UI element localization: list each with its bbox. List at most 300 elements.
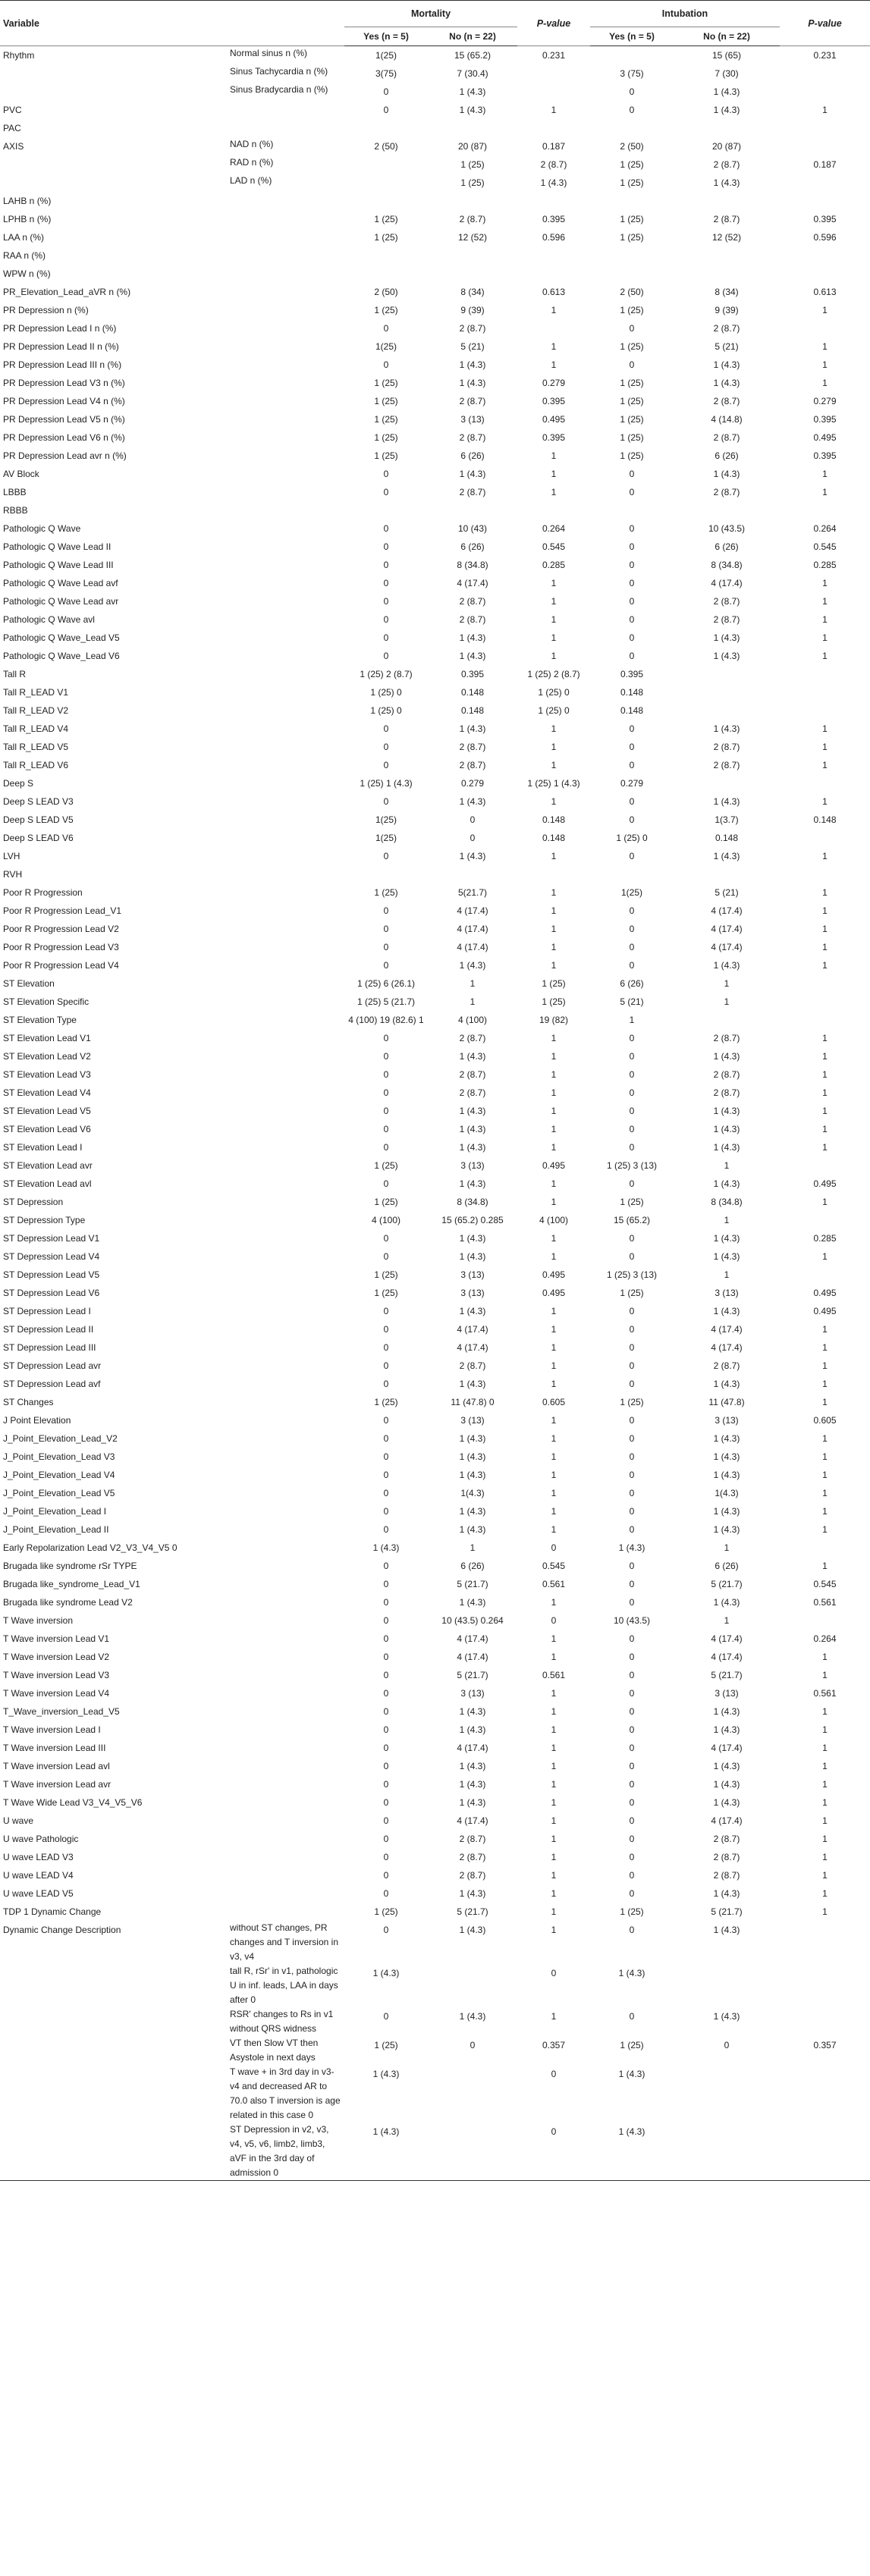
cell-intubation-yes: 0 — [629, 1342, 635, 1353]
table-row — [0, 1047, 870, 1065]
cell-mortality-pvalue: 19 (82) — [539, 1015, 569, 1025]
cell-mortality-yes: 1 (25) — [374, 887, 398, 898]
cell-mortality-pvalue: 2 (8.7) — [540, 159, 567, 170]
cell-intubation-pvalue — [780, 701, 870, 720]
cell-intubation-no: 4 (17.4) — [711, 1633, 743, 1644]
cell-subcategory — [228, 865, 344, 883]
cell-mortality-no: 8 (34.8) — [457, 560, 488, 570]
cell-variable — [0, 2123, 228, 2181]
cell-mortality-no: 1 — [470, 996, 476, 1007]
cell-mortality-yes: 0 — [383, 1724, 389, 1735]
cell-mortality-pvalue: 1 — [551, 1870, 557, 1881]
cell-mortality-yes: 0 — [383, 1433, 389, 1444]
cell-mortality-yes: 0 — [383, 1451, 389, 1462]
cell-intubation-pvalue: 1 — [822, 942, 828, 952]
cell-mortality-pvalue: 1 — [551, 1688, 557, 1699]
cell-intubation-no: 2 (8.7) — [713, 1852, 740, 1862]
cell-intubation-yes: 0 — [629, 1106, 635, 1116]
cell-intubation-pvalue: 1 — [822, 1561, 828, 1571]
cell-mortality-no: 1 (4.3) — [459, 851, 486, 861]
cell-mortality-no: 1 (4.3) — [459, 1706, 486, 1717]
cell-intubation-pvalue — [780, 974, 870, 993]
cell-mortality-no: 1 (4.3) — [459, 469, 486, 479]
cell-mortality-pvalue: 1 (25) — [542, 978, 566, 989]
table-row — [0, 1648, 870, 1666]
cell-intubation-yes: 0 — [629, 523, 635, 534]
cell-mortality-no: 4 (17.4) — [457, 905, 488, 916]
cell-subcategory — [228, 1429, 344, 1448]
cell-intubation-no: 8 (34.8) — [711, 1197, 743, 1207]
cell-intubation-yes — [590, 246, 674, 265]
cell-intubation-pvalue: 1 — [822, 487, 828, 497]
cell-subcategory — [228, 428, 344, 447]
cell-mortality-no: 2 (8.7) — [459, 1852, 486, 1862]
cell-mortality-yes: 0 — [383, 1415, 389, 1426]
cell-intubation-yes: 1 (25) — [620, 396, 644, 406]
cell-mortality-pvalue: 0.545 — [542, 541, 566, 552]
cell-mortality-pvalue: 1 — [551, 305, 557, 315]
cell-mortality-no: 1 (4.3) — [459, 359, 486, 370]
cell-subcategory — [228, 974, 344, 993]
cell-subcategory — [228, 792, 344, 811]
cell-subcategory — [228, 1393, 344, 1411]
cell-intubation-no: 4 (17.4) — [711, 578, 743, 588]
cell-intubation-no: 2 (8.7) — [713, 760, 740, 770]
cell-mortality-no: 2 (8.7) — [459, 596, 486, 607]
cell-mortality-no: 1 (4.3) — [459, 1106, 486, 1116]
table-row — [0, 1921, 870, 1964]
cell-mortality-no: 0 — [470, 2040, 476, 2050]
table-row — [0, 1284, 870, 1302]
cell-variable: PR Depression Lead V4 n (%) — [3, 396, 125, 406]
cell-subcategory: Sinus Bradycardia n (%) — [230, 84, 328, 95]
cell-variable: AXIS — [3, 141, 24, 152]
cell-intubation-yes: 0 — [629, 1779, 635, 1790]
header-mortality-no: No (n = 22) — [428, 27, 517, 46]
cell-intubation-yes: 0 — [629, 942, 635, 952]
cell-subcategory — [228, 1702, 344, 1721]
cell-intubation-pvalue: 0.264 — [813, 1633, 837, 1644]
table-row — [0, 2007, 870, 2036]
table-row — [0, 1557, 870, 1575]
table-row — [0, 865, 870, 883]
cell-subcategory — [228, 501, 344, 519]
cell-mortality-yes: 0 — [383, 596, 389, 607]
cell-variable: T Wave inversion Lead V1 — [3, 1633, 110, 1644]
cell-intubation-pvalue: 1 — [822, 1033, 828, 1043]
cell-mortality-no: 5 (21.7) — [457, 1906, 488, 1917]
cell-intubation-pvalue: 1 — [822, 1051, 828, 1062]
cell-variable: Pathologic Q Wave — [3, 523, 81, 534]
cell-intubation-yes: 0 — [629, 960, 635, 971]
cell-variable — [0, 174, 228, 192]
cell-intubation-pvalue: 1 — [822, 1106, 828, 1116]
table-row — [0, 811, 870, 829]
cell-mortality-yes: 0 — [383, 1615, 389, 1626]
cell-intubation-no: 1 (4.3) — [713, 1451, 740, 1462]
cell-subcategory — [228, 337, 344, 356]
cell-intubation-yes: 0 — [629, 1670, 635, 1680]
cell-intubation-no: 10 (43.5) — [708, 523, 746, 534]
cell-mortality-yes — [344, 501, 428, 519]
cell-variable: ST Depression Lead II — [3, 1324, 94, 1335]
cell-mortality-pvalue: 0.545 — [542, 1561, 566, 1571]
cell-subcategory — [228, 119, 344, 137]
cell-intubation-no: 2 (8.7) — [713, 214, 740, 224]
cell-intubation-no: 1 (4.3) — [713, 1888, 740, 1899]
cell-mortality-yes: 0 — [383, 541, 389, 552]
cell-mortality-no: 1 — [470, 978, 476, 989]
cell-variable — [0, 83, 228, 101]
cell-variable: TDP 1 Dynamic Change — [3, 1906, 102, 1917]
cell-subcategory — [228, 265, 344, 283]
cell-mortality-no: 3 (13) — [460, 1288, 485, 1298]
cell-intubation-yes: 1 — [629, 1015, 635, 1025]
cell-intubation-pvalue — [780, 2123, 870, 2181]
cell-variable: Pathologic Q Wave Lead avr — [3, 596, 119, 607]
cell-intubation-no: 1 (4.3) — [713, 632, 740, 643]
cell-intubation-yes: 0 — [629, 1506, 635, 1517]
cell-mortality-no: 4 (17.4) — [457, 1815, 488, 1826]
cell-intubation-no: 2 (8.7) — [713, 396, 740, 406]
cell-variable: ST Elevation Type — [3, 1015, 77, 1025]
cell-mortality-pvalue: 0.285 — [542, 560, 566, 570]
cell-mortality-yes: 0 — [383, 1233, 389, 1244]
cell-mortality-yes — [344, 246, 428, 265]
cell-intubation-pvalue — [780, 1211, 870, 1229]
table-row — [0, 1229, 870, 1247]
cell-mortality-yes: 1(25) — [375, 814, 397, 825]
cell-intubation-no: 2 (8.7) — [713, 487, 740, 497]
cell-mortality-pvalue: 0.357 — [542, 2040, 566, 2050]
cell-subcategory — [228, 1084, 344, 1102]
cell-intubation-yes: 0 — [629, 1451, 635, 1462]
cell-intubation-pvalue: 1 — [822, 960, 828, 971]
cell-intubation-yes: 0 — [629, 1688, 635, 1699]
cell-intubation-no: 1 (4.3) — [713, 1779, 740, 1790]
cell-mortality-pvalue: 1 — [551, 596, 557, 607]
cell-variable: PAC — [3, 123, 21, 133]
cell-intubation-no: 2 (8.7) — [713, 432, 740, 443]
cell-intubation-no: 4 (17.4) — [711, 942, 743, 952]
table-row — [0, 1193, 870, 1211]
cell-mortality-pvalue: 1 (25) 1 (4.3) — [527, 778, 580, 789]
cell-intubation-pvalue: 0.596 — [813, 232, 837, 243]
cell-intubation-yes: 0 — [629, 1870, 635, 1881]
cell-intubation-no: 1 — [724, 1615, 730, 1626]
cell-intubation-pvalue — [780, 1611, 870, 1630]
table-row — [0, 1757, 870, 1775]
cell-intubation-no: 1 (4.3) — [713, 1433, 740, 1444]
cell-intubation-yes: 0 — [629, 760, 635, 770]
cell-mortality-pvalue: 0.395 — [542, 214, 566, 224]
cell-variable: Tall R_LEAD V4 — [3, 723, 69, 734]
cell-mortality-pvalue: 0.148 — [542, 814, 566, 825]
table-row — [0, 1520, 870, 1539]
cell-intubation-pvalue — [780, 2065, 870, 2123]
cell-intubation-no: 1 (4.3) — [713, 469, 740, 479]
cell-subcategory — [228, 210, 344, 228]
cell-mortality-no: 4 (17.4) — [457, 1324, 488, 1335]
cell-mortality-yes: 4 (100) — [371, 1215, 401, 1225]
cell-mortality-yes: 0 — [383, 1706, 389, 1717]
cell-variable: Pathologic Q Wave avl — [3, 614, 95, 625]
cell-mortality-yes: 0 — [383, 1488, 389, 1498]
cell-intubation-no: 1 — [724, 1269, 730, 1280]
cell-mortality-no: 1(4.3) — [460, 1488, 485, 1498]
cell-intubation-no: 4 (17.4) — [711, 1743, 743, 1753]
table-row — [0, 1466, 870, 1484]
cell-mortality-no: 7 (30.4) — [457, 68, 488, 79]
cell-intubation-no: 5 (21.7) — [711, 1906, 743, 1917]
cell-intubation-yes: 1 (25) 0 — [616, 833, 648, 843]
cell-mortality-yes: 1 (4.3) — [372, 1968, 400, 1978]
cell-subcategory — [228, 1684, 344, 1702]
cell-intubation-pvalue: 1 — [822, 614, 828, 625]
cell-mortality-no: 1 (4.3) — [459, 378, 486, 388]
cell-intubation-pvalue — [780, 1539, 870, 1557]
cell-mortality-pvalue: 0.495 — [542, 414, 566, 425]
cell-subcategory — [228, 410, 344, 428]
cell-mortality-yes: 0 — [383, 359, 389, 370]
cell-mortality-pvalue: 1 — [551, 1324, 557, 1335]
cell-mortality-yes: 0 — [383, 723, 389, 734]
table-row — [0, 501, 870, 519]
cell-mortality-pvalue: 1 — [551, 905, 557, 916]
cell-intubation-pvalue: 1 — [822, 1342, 828, 1353]
cell-intubation-pvalue: 0.279 — [813, 396, 837, 406]
cell-mortality-yes: 0 — [383, 1142, 389, 1153]
cell-intubation-no: 2 (8.7) — [713, 1870, 740, 1881]
cell-subcategory — [228, 1302, 344, 1320]
cell-intubation-no: 5 (21.7) — [711, 1579, 743, 1589]
cell-mortality-no: 4 (17.4) — [457, 1652, 488, 1662]
cell-mortality-no: 1 (4.3) — [459, 1724, 486, 1735]
cell-mortality-pvalue: 0 — [551, 1615, 557, 1626]
cell-intubation-yes: 0 — [629, 1852, 635, 1862]
cell-intubation-yes: 0 — [629, 578, 635, 588]
cell-intubation-pvalue: 0.395 — [813, 214, 837, 224]
cell-variable: Brugada like_syndrome_Lead_V1 — [3, 1579, 140, 1589]
table-row — [0, 101, 870, 119]
cell-intubation-no — [674, 119, 780, 137]
table-row — [0, 938, 870, 956]
table-row — [0, 2036, 870, 2065]
table-row — [0, 246, 870, 265]
cell-subcategory — [228, 1029, 344, 1047]
cell-intubation-pvalue: 1 — [822, 1124, 828, 1134]
cell-intubation-yes: 1 (25) — [620, 378, 644, 388]
cell-intubation-no: 2 (8.7) — [713, 323, 740, 334]
table-row — [0, 1702, 870, 1721]
cell-mortality-yes: 1 (25) 0 — [370, 705, 402, 716]
cell-variable: RVH — [3, 869, 23, 880]
cell-mortality-yes: 0 — [383, 742, 389, 752]
cell-mortality-yes: 1 (25) — [374, 1160, 398, 1171]
cell-mortality-no: 1 (4.3) — [459, 1761, 486, 1771]
cell-mortality-yes: 0 — [383, 1779, 389, 1790]
cell-mortality-pvalue: 0.596 — [542, 232, 566, 243]
cell-subcategory — [228, 1721, 344, 1739]
cell-intubation-yes: 1 (25) — [620, 2040, 644, 2050]
cell-mortality-no: 1 (4.3) — [459, 1506, 486, 1517]
cell-intubation-yes: 1(25) — [620, 887, 642, 898]
cell-subcategory — [228, 738, 344, 756]
cell-mortality-pvalue: 1 — [551, 1925, 557, 1935]
cell-variable: J_Point_Elevation_Lead I — [3, 1506, 107, 1517]
table-row — [0, 1484, 870, 1502]
cell-intubation-pvalue: 0.285 — [813, 1233, 837, 1244]
cell-intubation-yes: 0 — [629, 1524, 635, 1535]
cell-variable: U wave LEAD V4 — [3, 1870, 74, 1881]
cell-intubation-yes — [590, 265, 674, 283]
cell-subcategory — [228, 1193, 344, 1211]
cell-intubation-pvalue: 1 — [822, 378, 828, 388]
cell-intubation-yes: 0 — [629, 596, 635, 607]
cell-subcategory — [228, 1266, 344, 1284]
table-row — [0, 1739, 870, 1757]
cell-subcategory — [228, 1411, 344, 1429]
cell-mortality-no: 4 (17.4) — [457, 924, 488, 934]
cell-mortality-no: 1 (4.3) — [459, 632, 486, 643]
cell-intubation-yes: 0.148 — [620, 687, 644, 698]
cell-mortality-yes: 0 — [383, 760, 389, 770]
cell-subcategory: tall R, rSr' in v1, pathologic U in inf. leads, LAA in days after 0 — [230, 1966, 338, 2005]
table-row — [0, 1575, 870, 1593]
table-row — [0, 483, 870, 501]
cell-mortality-yes: 2 (50) — [374, 287, 398, 297]
cell-intubation-pvalue — [780, 774, 870, 792]
cell-mortality-no — [428, 2065, 517, 2123]
cell-intubation-pvalue: 1 — [822, 359, 828, 370]
cell-mortality-pvalue: 1 — [551, 960, 557, 971]
cell-intubation-yes: 0 — [629, 1033, 635, 1043]
cell-variable: J_Point_Elevation_Lead_V2 — [3, 1433, 118, 1444]
cell-intubation-yes: 1 (4.3) — [618, 1542, 645, 1553]
cell-mortality-no: 0.395 — [460, 669, 485, 679]
cell-mortality-pvalue: 0.561 — [542, 1670, 566, 1680]
cell-mortality-pvalue: 1 — [551, 1470, 557, 1480]
cell-intubation-yes: 2 (50) — [620, 287, 644, 297]
cell-intubation-no: 5 (21) — [715, 341, 739, 352]
cell-intubation-pvalue: 1 — [822, 1743, 828, 1753]
cell-intubation-yes: 0 — [629, 86, 635, 97]
cell-mortality-no: 6 (26) — [460, 541, 485, 552]
cell-intubation-no — [674, 683, 780, 701]
cell-subcategory — [228, 1120, 344, 1138]
cell-intubation-pvalue: 1 — [822, 1251, 828, 1262]
cell-variable: Pathologic Q Wave_Lead V5 — [3, 632, 120, 643]
table-row — [0, 1065, 870, 1084]
cell-intubation-yes: 0 — [629, 1743, 635, 1753]
cell-intubation-pvalue — [780, 137, 870, 155]
cell-mortality-yes: 0 — [383, 1797, 389, 1808]
table-row — [0, 1102, 870, 1120]
cell-mortality-no: 6 (26) — [460, 1561, 485, 1571]
cell-variable: LVH — [3, 851, 20, 861]
cell-mortality-no: 1 — [470, 1542, 476, 1553]
cell-mortality-pvalue — [517, 865, 590, 883]
table-row — [0, 1666, 870, 1684]
cell-mortality-no — [428, 501, 517, 519]
table-row — [0, 993, 870, 1011]
cell-mortality-no: 2 (8.7) — [459, 760, 486, 770]
cell-mortality-pvalue: 1 — [551, 1524, 557, 1535]
cell-mortality-yes: 1 (25) — [374, 214, 398, 224]
cell-mortality-yes: 0 — [383, 614, 389, 625]
cell-mortality-no: 1 (4.3) — [459, 1051, 486, 1062]
cell-mortality-no: 2 (8.7) — [459, 396, 486, 406]
cell-variable: ST Elevation Lead avr — [3, 1160, 93, 1171]
cell-mortality-no: 8 (34) — [460, 287, 485, 297]
cell-intubation-pvalue: 1 — [822, 469, 828, 479]
cell-intubation-yes: 0 — [629, 541, 635, 552]
cell-mortality-pvalue: 1 — [551, 1087, 557, 1098]
cell-intubation-yes: 0 — [629, 651, 635, 661]
table-row — [0, 1812, 870, 1830]
cell-subcategory — [228, 519, 344, 538]
cell-subcategory — [228, 1156, 344, 1175]
cell-mortality-pvalue: 0.231 — [542, 50, 566, 61]
cell-mortality-yes: 1(25) — [375, 341, 397, 352]
cell-mortality-pvalue: 1 (25) — [542, 996, 566, 1007]
cell-intubation-no: 0.148 — [715, 833, 739, 843]
table-row — [0, 1611, 870, 1630]
cell-subcategory — [228, 1848, 344, 1866]
cell-variable: PR Depression Lead V5 n (%) — [3, 414, 125, 425]
cell-intubation-no: 4 (17.4) — [711, 905, 743, 916]
table-row — [0, 1539, 870, 1557]
cell-subcategory: RSR' changes to Rs in v1 without QRS widness — [230, 2009, 334, 2034]
cell-intubation-yes: 0 — [629, 796, 635, 807]
cell-intubation-pvalue: 1 — [822, 1360, 828, 1371]
table-row — [0, 210, 870, 228]
cell-intubation-no: 1 (4.3) — [713, 723, 740, 734]
cell-intubation-yes: 0 — [629, 1561, 635, 1571]
cell-intubation-pvalue: 1 — [822, 341, 828, 352]
cell-intubation-pvalue: 1 — [822, 1797, 828, 1808]
cell-mortality-yes: 0 — [383, 1852, 389, 1862]
cell-mortality-no: 2 (8.7) — [459, 1069, 486, 1080]
table-row — [0, 665, 870, 683]
cell-mortality-yes: 0 — [383, 1761, 389, 1771]
cell-intubation-yes: 0 — [629, 1251, 635, 1262]
table-row — [0, 1029, 870, 1047]
cell-intubation-no: 3 (13) — [715, 1288, 739, 1298]
cell-variable — [0, 2007, 228, 2036]
cell-mortality-no: 5 (21) — [460, 341, 485, 352]
cell-variable: Tall R_LEAD V1 — [3, 687, 69, 698]
cell-variable: ST Changes — [3, 1397, 54, 1407]
cell-subcategory — [228, 1739, 344, 1757]
cell-mortality-no: 15 (65.2) 0.285 — [441, 1215, 504, 1225]
cell-mortality-yes: 1 (25) — [374, 378, 398, 388]
cell-mortality-pvalue: 0 — [517, 2123, 590, 2181]
cell-mortality-pvalue: 1 — [551, 1779, 557, 1790]
cell-subcategory — [228, 1229, 344, 1247]
cell-intubation-yes: 0 — [629, 1888, 635, 1899]
cell-intubation-pvalue: 1 — [822, 1324, 828, 1335]
cell-intubation-pvalue — [780, 174, 870, 192]
cell-subcategory — [228, 1611, 344, 1630]
cell-subcategory: ST Depression in v2, v3, v4, v5, v6, limb2, limb3, aVF in the 3rd day of admission 0 — [228, 2123, 344, 2181]
cell-variable: LAHB n (%) — [3, 196, 52, 206]
cell-mortality-yes — [344, 155, 428, 174]
cell-intubation-no: 1 — [724, 1215, 730, 1225]
cell-mortality-no: 9 (39) — [460, 305, 485, 315]
cell-intubation-pvalue: 1 — [822, 1087, 828, 1098]
cell-subcategory — [228, 647, 344, 665]
